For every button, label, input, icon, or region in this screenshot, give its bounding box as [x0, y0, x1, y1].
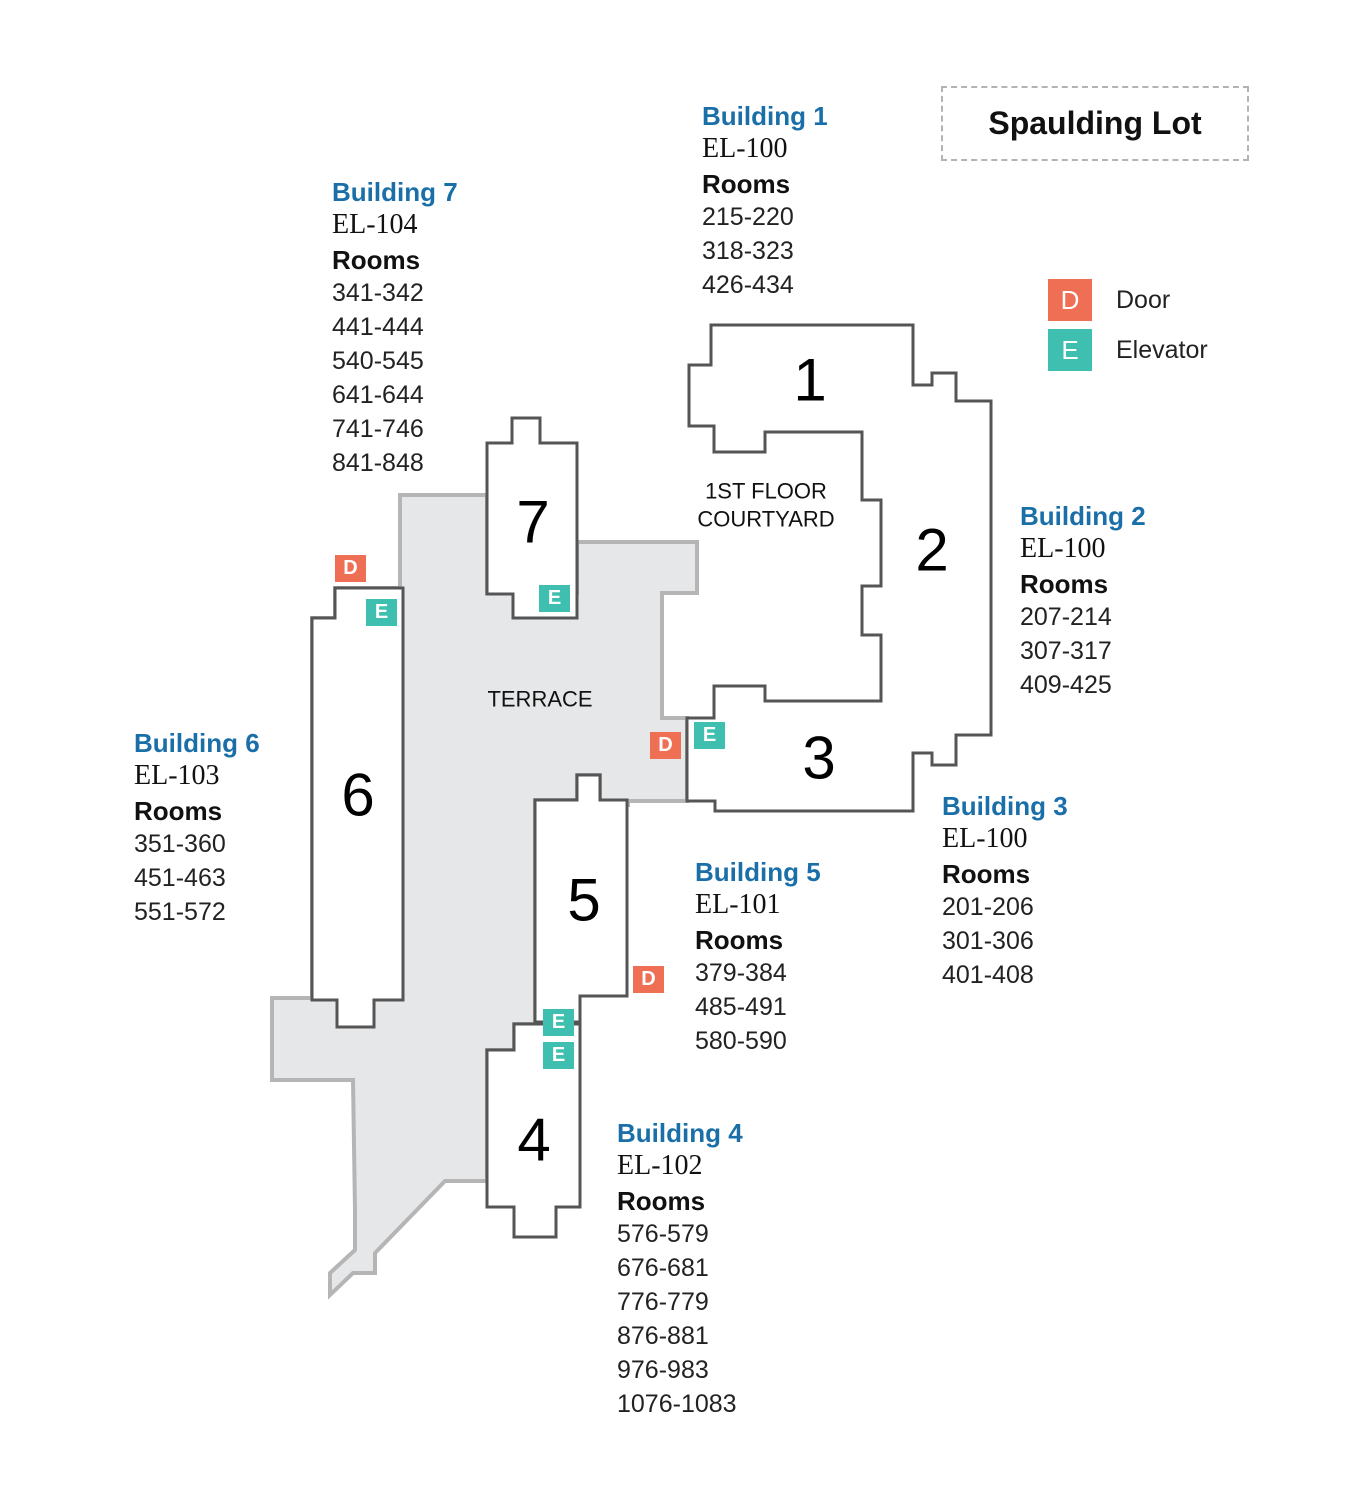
building-6-rooms-heading: Rooms: [134, 796, 223, 826]
elevator-marker-building-4: E: [543, 1042, 574, 1069]
building-4-rooms-heading: Rooms: [617, 1186, 706, 1216]
room-range: 551-572: [134, 898, 226, 926]
courtyard-line2: COURTYARD: [697, 506, 835, 531]
room-range: 776-779: [617, 1288, 709, 1316]
legend-door-label: Door: [1116, 285, 1171, 314]
room-range: 341-342: [332, 279, 424, 307]
courtyard-label: [697, 478, 834, 533]
building-6-info: [134, 730, 260, 934]
room-range: 409-425: [1020, 671, 1112, 699]
building-6-name: Building 6: [134, 728, 260, 758]
building-1-elevator: EL-100: [702, 133, 788, 164]
building-7-rooms-heading: Rooms: [332, 245, 421, 275]
building-5-number: 5: [567, 866, 601, 934]
building-5-elevator: EL-101: [695, 889, 781, 920]
building-2-number: 2: [915, 516, 949, 584]
building-4-elevator: EL-102: [617, 1150, 703, 1181]
courtyard-line1: 1ST FLOOR: [705, 478, 827, 504]
building-5-rooms-heading: Rooms: [695, 925, 784, 955]
room-range: 307-317: [1020, 637, 1112, 665]
building-7-name: Building 7: [332, 177, 458, 207]
building-3-name: Building 3: [942, 791, 1068, 821]
legend-elevator-label: Elevator: [1116, 335, 1208, 364]
building-2-info: [1020, 503, 1146, 707]
elevator-marker-building-3: E: [694, 722, 725, 749]
building-3-info: [942, 793, 1068, 997]
building-1-name: Building 1: [702, 101, 828, 131]
room-range: 576-579: [617, 1220, 709, 1248]
building-5-info: [695, 859, 821, 1063]
building-2-elevator: EL-100: [1020, 533, 1106, 564]
elevator-marker-building-7: E: [539, 585, 570, 612]
elevator-icon: E: [1048, 329, 1092, 371]
door-marker-building-3: D: [650, 732, 681, 759]
building-7-number: 7: [516, 488, 550, 556]
room-range: 451-463: [134, 864, 226, 892]
spaulding-lot: [941, 86, 1249, 161]
room-range: 301-306: [942, 927, 1034, 955]
building-1-info: [702, 103, 828, 307]
legend-door: [1048, 279, 1170, 321]
room-range: 441-444: [332, 313, 424, 341]
building-6-elevator: EL-103: [134, 760, 220, 791]
room-range: 379-384: [695, 959, 787, 987]
room-range: 876-881: [617, 1322, 709, 1350]
building-7-info: [332, 179, 458, 485]
door-marker-building-5: D: [633, 966, 664, 993]
building-6-number: 6: [341, 761, 375, 829]
legend-elevator: [1048, 329, 1208, 371]
door-icon: D: [1048, 279, 1092, 321]
room-range: 201-206: [942, 893, 1034, 921]
elevator-marker-building-6: E: [366, 599, 397, 626]
room-range: 207-214: [1020, 603, 1112, 631]
room-range: 741-746: [332, 415, 424, 443]
room-range: 841-848: [332, 449, 424, 477]
room-range: 540-545: [332, 347, 424, 375]
building-4-info: [617, 1120, 743, 1426]
room-range: 401-408: [942, 961, 1034, 989]
building-1-number: 1: [793, 346, 827, 414]
building-2-rooms-heading: Rooms: [1020, 569, 1109, 599]
building-1-rooms-heading: Rooms: [702, 169, 791, 199]
room-range: 580-590: [695, 1027, 787, 1055]
door-marker-building-6: D: [335, 555, 366, 582]
room-range: 426-434: [702, 271, 794, 299]
building-5-name: Building 5: [695, 857, 821, 887]
room-range: 976-983: [617, 1356, 709, 1384]
room-range: 215-220: [702, 203, 794, 231]
building-7-elevator: EL-104: [332, 209, 418, 240]
room-range: 318-323: [702, 237, 794, 265]
building-4-number: 4: [517, 1106, 551, 1174]
room-range: 351-360: [134, 830, 226, 858]
building-4-name: Building 4: [617, 1118, 743, 1148]
room-range: 485-491: [695, 993, 787, 1021]
room-range: 641-644: [332, 381, 424, 409]
terrace-label: TERRACE: [487, 686, 593, 712]
building-3-number: 3: [802, 724, 836, 792]
building-3-elevator: EL-100: [942, 823, 1028, 854]
elevator-marker-building-5: E: [543, 1009, 574, 1036]
spaulding-lot-label: Spaulding Lot: [988, 105, 1202, 141]
room-range: 1076-1083: [617, 1390, 737, 1418]
building-2-name: Building 2: [1020, 501, 1146, 531]
room-range: 676-681: [617, 1254, 709, 1282]
building-3-rooms-heading: Rooms: [942, 859, 1031, 889]
